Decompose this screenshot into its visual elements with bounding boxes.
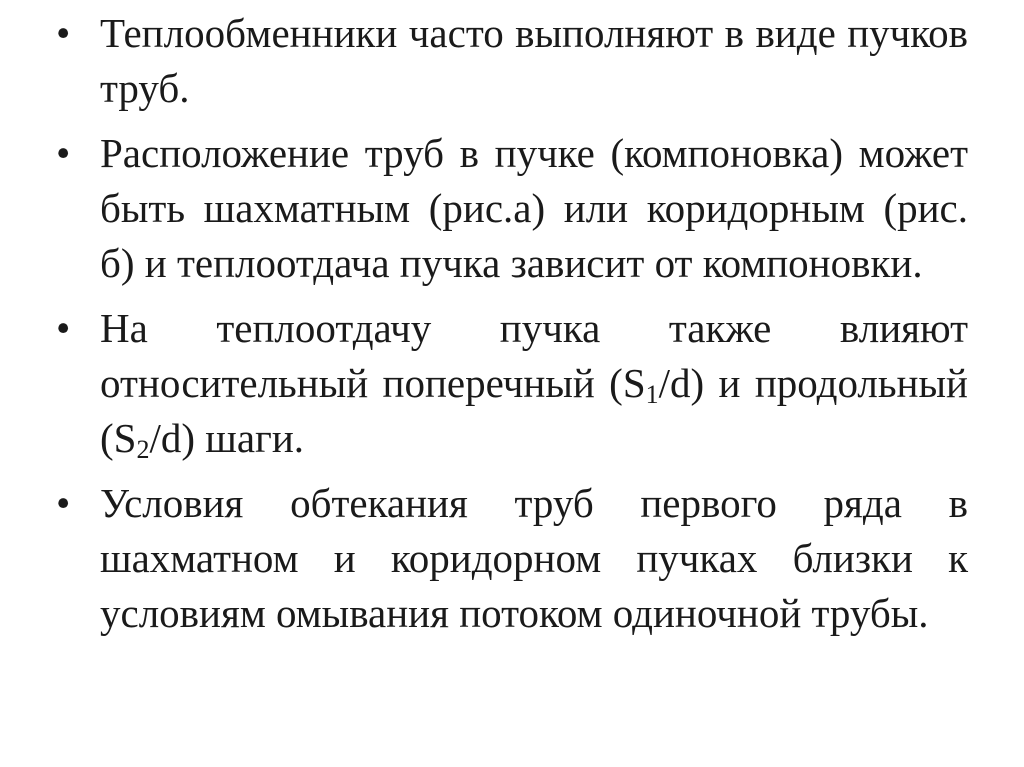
bullet-text: Расположение труб в пучке (компоновка) может быть шахматным (рис.а) или коридорным (рис. б) и теплоотдача пучка зависит от компоновки. (100, 130, 968, 286)
bullet-list (56, 6, 968, 651)
bullet-item-2 (56, 126, 968, 291)
bullet-item-3 (56, 301, 968, 466)
bullet-dot-icon: • (56, 10, 71, 56)
bullet-dot-icon: • (56, 480, 71, 526)
bullet-item-1 (56, 6, 968, 116)
subscript: 1 (645, 380, 659, 409)
bullet-dot-icon: • (56, 305, 71, 351)
bullet-text-part: На теплоотдачу пучка также влияют относительный поперечный (S (100, 305, 968, 406)
subscript: 2 (136, 435, 150, 464)
bullet-text (100, 301, 968, 466)
bullet-dot-icon: • (56, 130, 71, 176)
bullet-text-part: /d) шаги. (149, 415, 305, 461)
bullet-text: Теплообменники часто выполняют в виде пучков труб. (100, 10, 968, 111)
bullet-text: Условия обтекания труб первого ряда в шахматном и коридорном пучках близки к условиям омывания потоком одиночной трубы. (100, 480, 968, 636)
bullet-item-4 (56, 476, 968, 641)
bullet-text-part: /d) и продольный (S (100, 360, 968, 461)
